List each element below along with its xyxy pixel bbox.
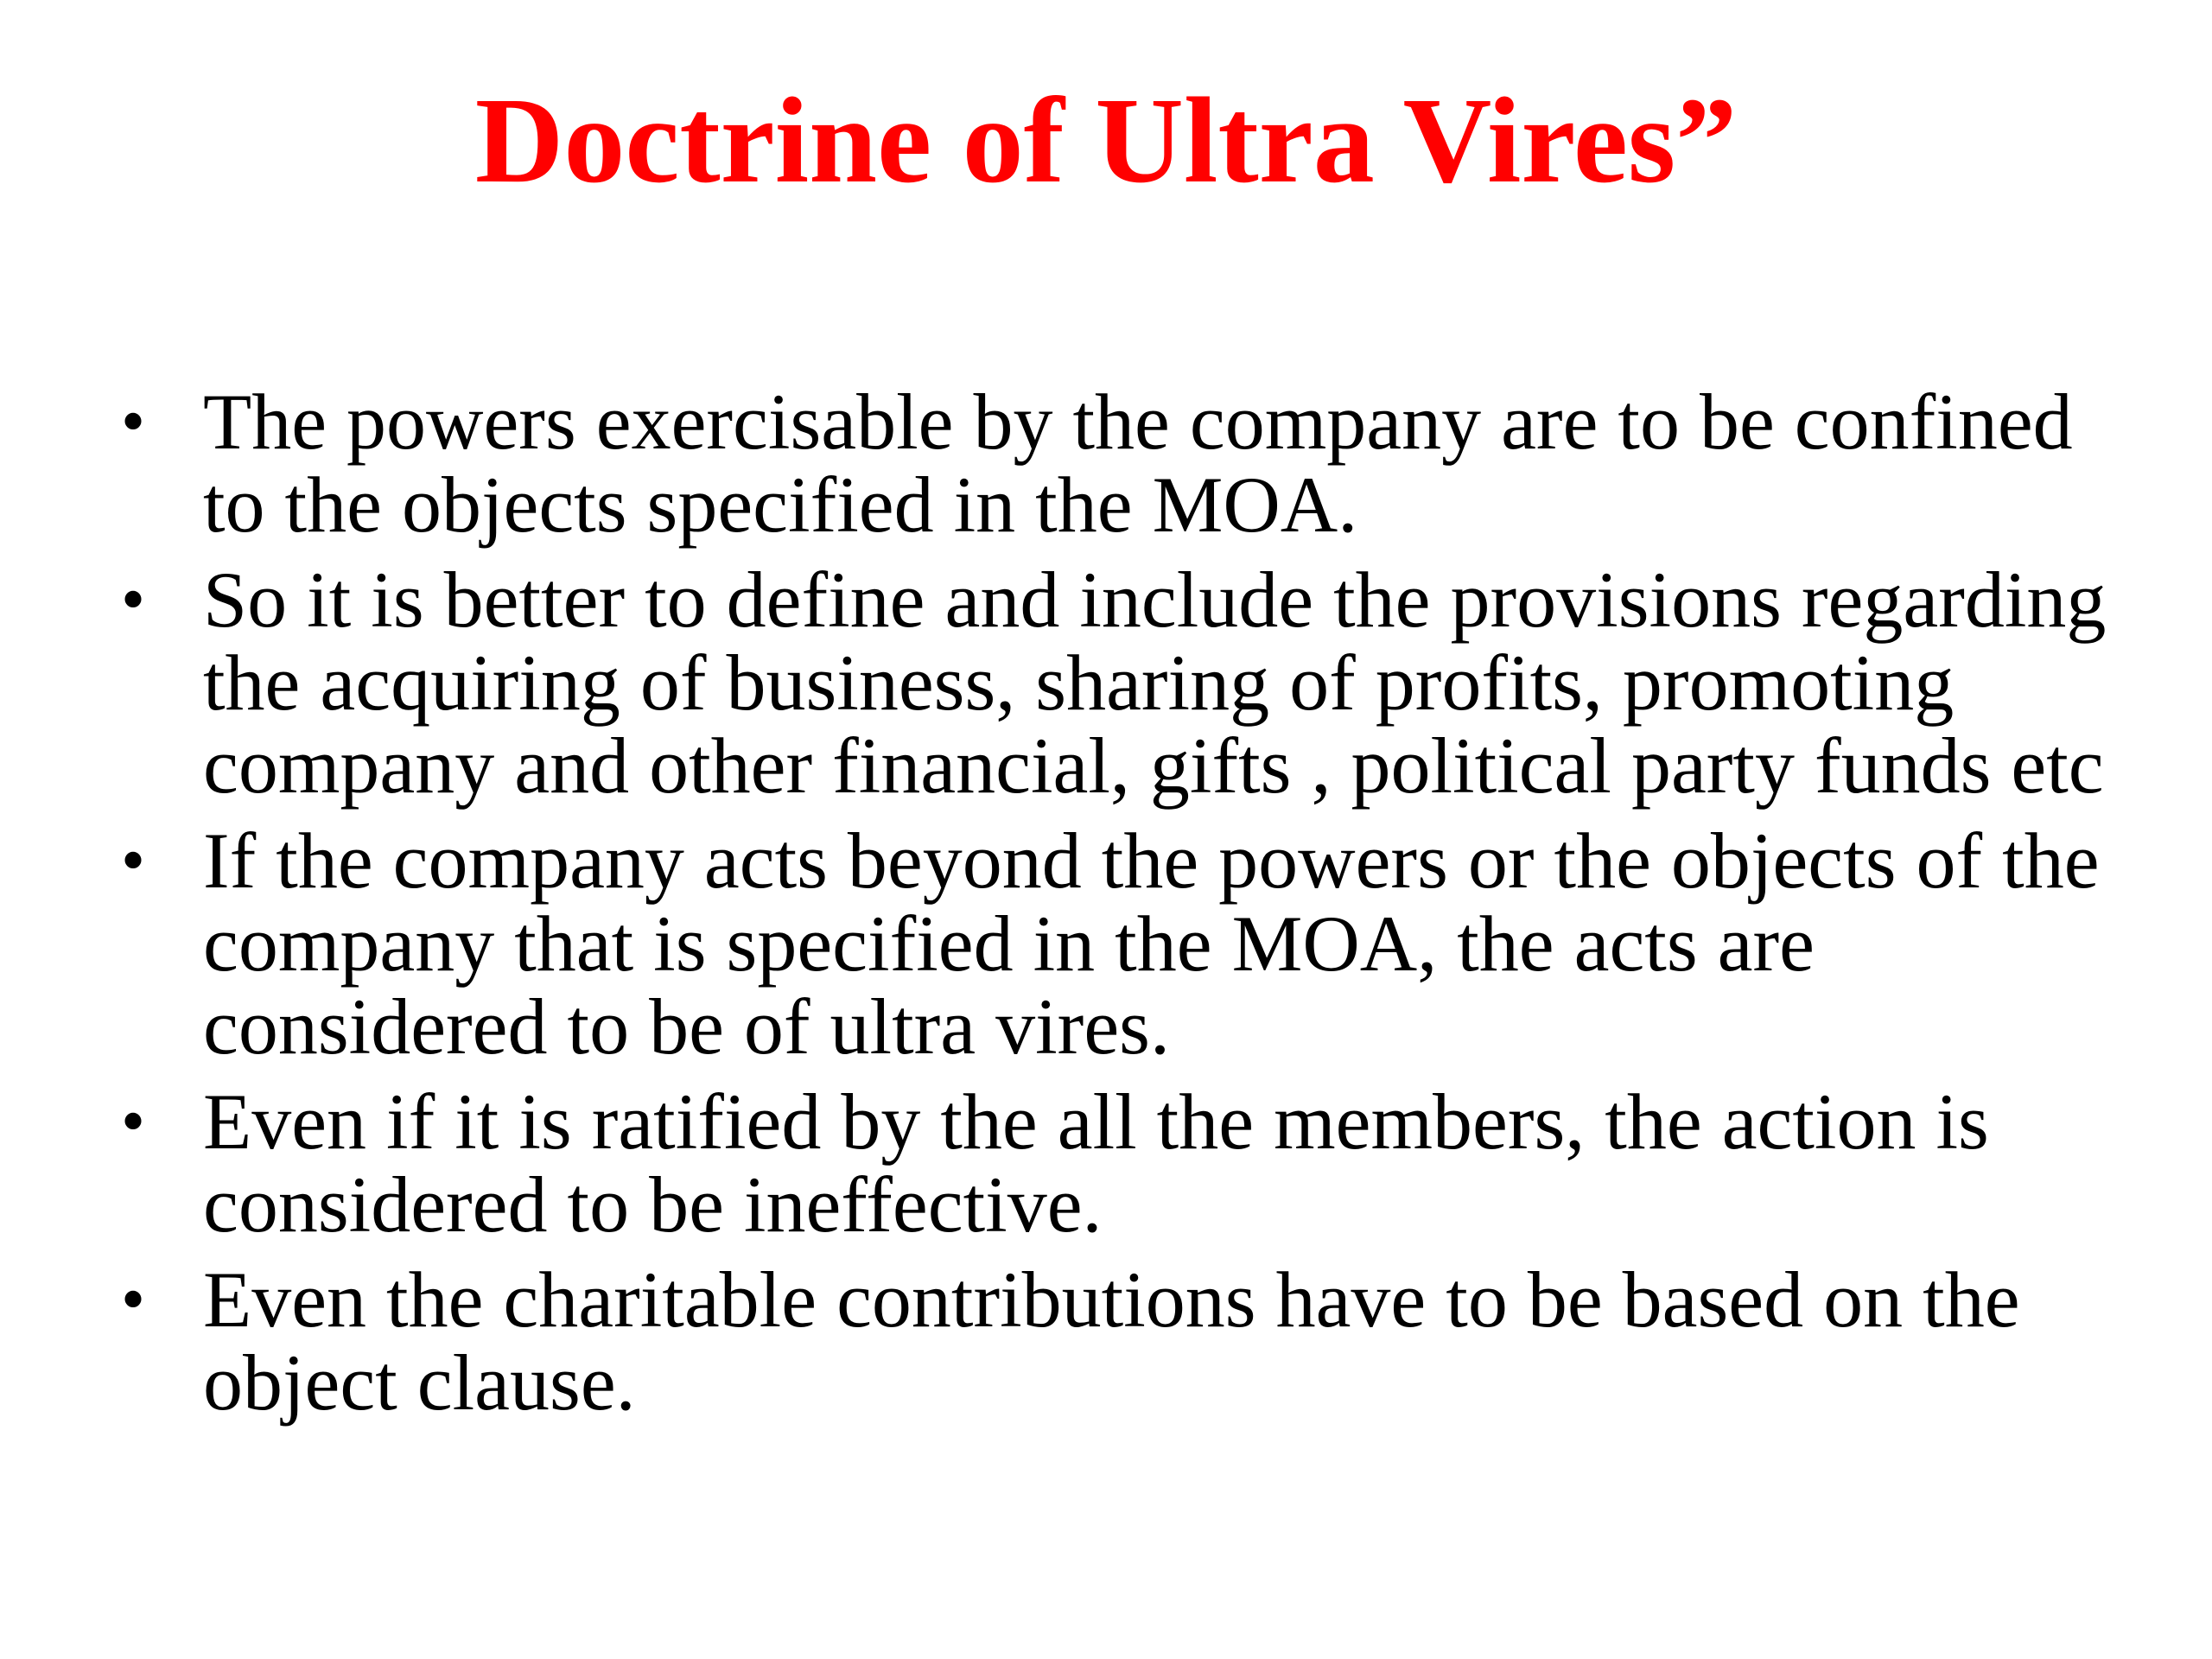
- bullet-text: So it is better to define and include the provisions regarding the acquiring of business, sharing of profits, promoting company and other financial, gifts , political party funds etc: [203, 556, 2107, 810]
- bullet-icon: •: [121, 562, 146, 638]
- bullet-item: [121, 556, 2108, 810]
- bullet-item: [121, 1077, 2108, 1249]
- bullet-item: [121, 817, 2108, 1071]
- bullet-text: If the company acts beyond the powers or the objects of the company that is specified in the MOA, the acts are considered to be of ultra vires.: [203, 817, 2100, 1071]
- bullet-item: [121, 1255, 2108, 1427]
- bullet-icon: •: [121, 1262, 146, 1338]
- bullet-text: The powers exercisable by the company are to be confined to the objects specified in the MOA.: [203, 378, 2073, 549]
- bullet-icon: •: [121, 384, 146, 460]
- bullet-list: [121, 380, 2108, 1436]
- bullet-icon: •: [121, 823, 146, 899]
- bullet-text: Even if it is ratified by the all the members, the action is considered to be ineffective.: [203, 1077, 1989, 1249]
- bullet-icon: •: [121, 1084, 146, 1160]
- slide-title: Doctrine of Ultra Vires”: [474, 72, 1738, 208]
- bullet-text: Even the charitable contributions have to be based on the object clause.: [203, 1255, 2020, 1427]
- bullet-item: [121, 378, 2108, 549]
